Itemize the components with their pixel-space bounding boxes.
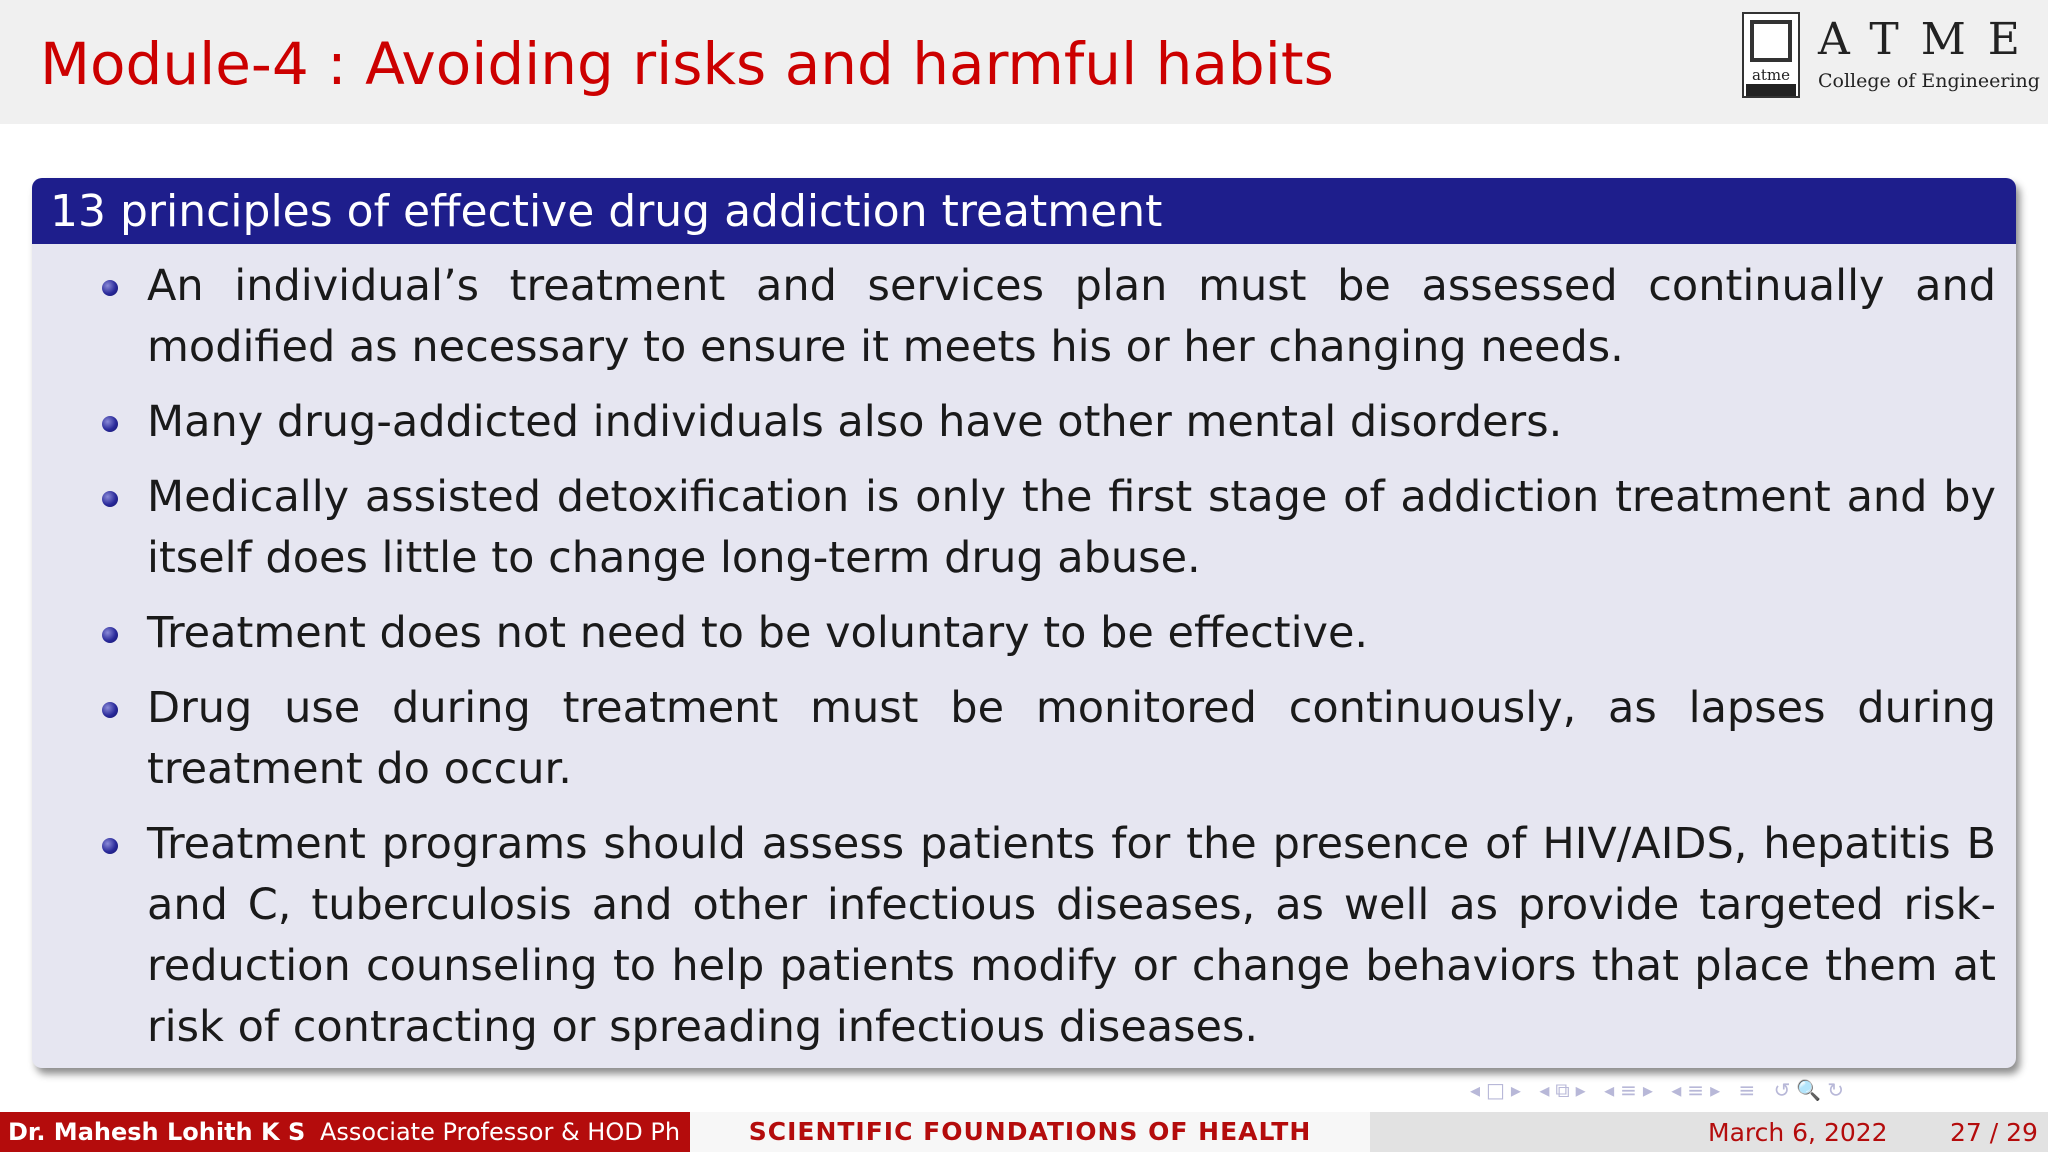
logo-band bbox=[1746, 84, 1796, 96]
bullet-icon bbox=[102, 838, 118, 854]
bullet-icon bbox=[102, 702, 118, 718]
bullet-icon bbox=[102, 491, 118, 507]
list-item-text: An individual’s treatment and services plan must be assessed continually and modified as necessary to ensure it meets his or her changing needs. bbox=[147, 261, 1996, 372]
footer-date: March 6, 2022 bbox=[1708, 1118, 1888, 1147]
beamer-navigation[interactable] bbox=[1470, 1078, 1850, 1102]
content-block bbox=[32, 178, 2016, 1068]
footer-course-section bbox=[690, 1112, 1370, 1152]
nav-search-icon[interactable]: ↺🔍↻ bbox=[1773, 1078, 1851, 1102]
slide-footer bbox=[0, 1112, 2048, 1152]
list-item bbox=[32, 678, 2016, 800]
college-subtitle: College of Engineering bbox=[1818, 70, 2040, 92]
list-item bbox=[32, 467, 2016, 589]
slide-header bbox=[0, 0, 2048, 124]
list-item bbox=[32, 603, 2016, 664]
list-item-text: Treatment does not need to be voluntary to be effective. bbox=[147, 608, 1369, 658]
bullet-icon bbox=[102, 416, 118, 432]
logo-word: atme bbox=[1751, 66, 1791, 84]
footer-author: Dr. Mahesh Lohith K S bbox=[8, 1118, 306, 1146]
footer-author-section bbox=[0, 1112, 690, 1152]
nav-frame-icon[interactable]: ◂⧉▸ bbox=[1539, 1078, 1592, 1102]
nav-align-icon[interactable]: ≡ bbox=[1738, 1078, 1762, 1102]
college-name: ATME bbox=[1818, 14, 2042, 65]
bullet-icon bbox=[102, 627, 118, 643]
footer-role: Associate Professor & HOD Ph bbox=[320, 1118, 681, 1146]
bullet-icon bbox=[102, 280, 118, 296]
list-item-text: Medically assisted detoxification is only the first stage of addiction treatment and by itself does little to change long-term drug abuse. bbox=[147, 472, 1996, 583]
logo-square-icon bbox=[1750, 20, 1792, 62]
list-item bbox=[32, 814, 2016, 1058]
footer-date-section bbox=[1370, 1112, 2048, 1152]
list-item-text: Many drug-addicted individuals also have other mental disorders. bbox=[147, 397, 1563, 447]
college-logo bbox=[1742, 12, 1800, 98]
page-number: 27 / 29 bbox=[1950, 1118, 2038, 1147]
nav-section-icon[interactable]: ◂≡▸ bbox=[1604, 1078, 1659, 1102]
nav-subsection-icon[interactable]: ◂≡▸ bbox=[1671, 1078, 1727, 1102]
slide-title: Module-4 : Avoiding risks and harmful habits bbox=[40, 30, 1334, 98]
nav-first-icon[interactable]: ◂□▸ bbox=[1470, 1078, 1527, 1102]
footer-course: SCIENTIFIC FOUNDATIONS OF HEALTH bbox=[748, 1117, 1312, 1146]
list-item bbox=[32, 392, 2016, 453]
block-header bbox=[32, 178, 2016, 244]
list-item-text: Drug use during treatment must be monitored continuously, as lapses during treatment do occur. bbox=[147, 683, 1996, 794]
bullet-list bbox=[32, 256, 2016, 1072]
block-title: 13 principles of effective drug addiction treatment bbox=[50, 186, 1163, 237]
list-item bbox=[32, 256, 2016, 378]
list-item-text: Treatment programs should assess patients for the presence of HIV/AIDS, hepatitis B and C, tuberculosis and other infectious diseases, as well as provide targeted risk-reduction counseling to help patients modify or change behaviors that place them at risk of contracting or spreading infectious diseases. bbox=[147, 819, 1996, 1052]
